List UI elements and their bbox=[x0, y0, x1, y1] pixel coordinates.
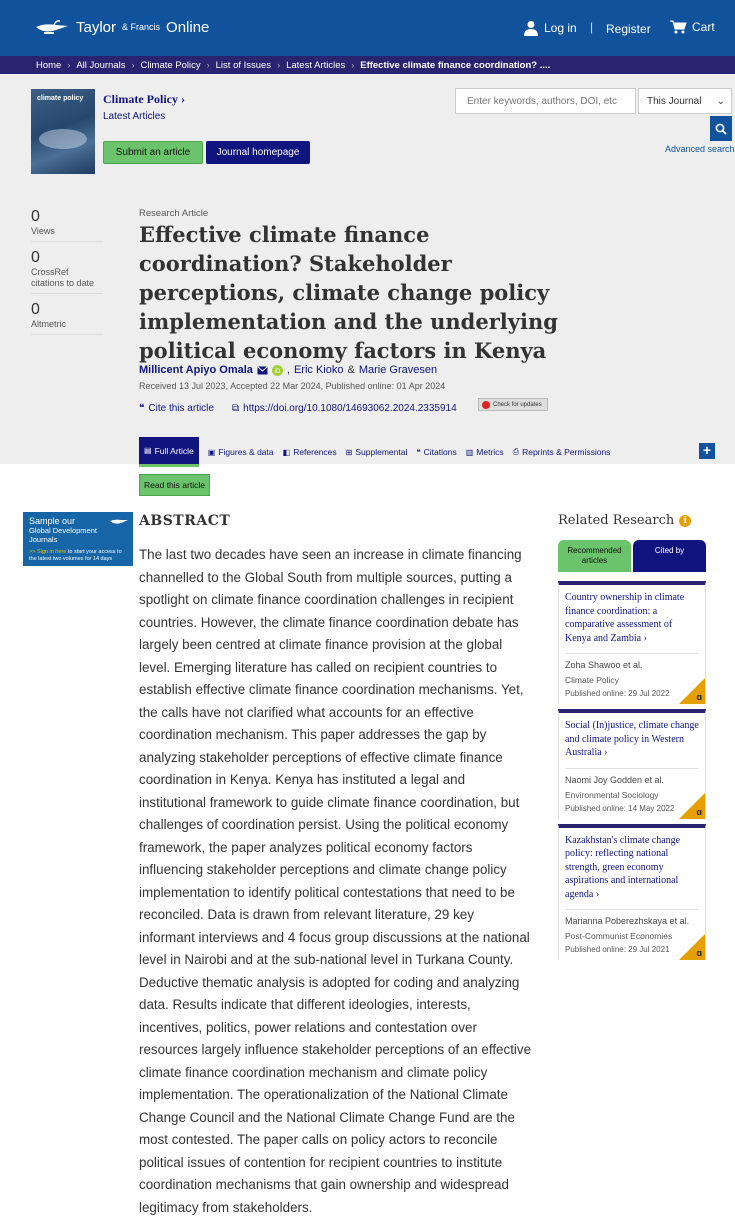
metric-crossref bbox=[31, 249, 103, 294]
related-heading-text: Related Research bbox=[558, 513, 675, 528]
user-icon bbox=[524, 20, 538, 36]
tab-label: Supplemental bbox=[355, 447, 408, 457]
tab-label: Reprints & Permissions bbox=[522, 447, 611, 457]
ad-line1: Sample our bbox=[29, 516, 76, 526]
chevron-right-icon: › bbox=[595, 888, 600, 900]
tab-label: Metrics bbox=[476, 447, 504, 457]
journal-title: Climate Policy bbox=[103, 92, 178, 106]
search-scope-select[interactable] bbox=[638, 88, 732, 114]
check-updates-label: Check for updates bbox=[493, 401, 542, 408]
bar-chart-icon: ▥ bbox=[465, 447, 474, 457]
book-icon: ◧ bbox=[282, 447, 291, 457]
tab-full-article[interactable] bbox=[139, 437, 199, 467]
cover-cloud-graphic bbox=[39, 129, 87, 149]
info-icon[interactable]: i bbox=[679, 515, 691, 527]
search-icon bbox=[715, 123, 727, 135]
breadcrumb-all-journals[interactable]: All Journals bbox=[76, 59, 126, 71]
journal-homepage-button[interactable]: Journal homepage bbox=[206, 141, 310, 164]
author-link[interactable]: Millicent Apiyo Omala bbox=[139, 364, 253, 376]
expand-tabs-button[interactable]: + bbox=[699, 443, 715, 459]
breadcrumb-current: Effective climate finance coordination? .... bbox=[360, 59, 551, 71]
related-article-journal: Post-Communist Economies bbox=[565, 931, 673, 941]
chevron-right-icon: › bbox=[277, 60, 281, 70]
metric-label: Altmetric bbox=[31, 319, 67, 329]
related-article-authors: Zoha Shawoo et al. bbox=[565, 660, 643, 670]
advanced-search-link[interactable]: Advanced search bbox=[665, 144, 735, 154]
ad-line3 bbox=[29, 549, 127, 563]
related-article-journal: Environmental Sociology bbox=[565, 789, 659, 800]
metric-value: 0 bbox=[31, 249, 40, 266]
chevron-right-icon: › bbox=[131, 60, 135, 70]
open-access-icon: ɑ bbox=[696, 948, 702, 958]
ad-rest: to start your access to the latest two volumes for 14 days bbox=[29, 549, 122, 562]
chevron-right-icon: › bbox=[643, 632, 647, 644]
search-button[interactable] bbox=[710, 116, 732, 141]
chevron-right-icon: › bbox=[206, 60, 210, 70]
related-article-card[interactable] bbox=[558, 581, 706, 704]
author-link[interactable]: Eric Kioko bbox=[293, 364, 344, 376]
chevron-right-icon: › bbox=[351, 60, 355, 70]
journal-cover-image[interactable] bbox=[31, 89, 95, 174]
logo-text-amp: & Francis bbox=[122, 22, 161, 32]
metric-altmetric[interactable] bbox=[31, 301, 103, 335]
tab-label: Figures & data bbox=[218, 447, 274, 457]
external-link-icon: ⧉ bbox=[232, 403, 240, 414]
read-article-button[interactable]: Read this article bbox=[139, 474, 210, 496]
author-link[interactable]: Marie Gravesen bbox=[358, 364, 438, 376]
related-article-date: Published online: 29 Jul 2022 bbox=[565, 689, 670, 698]
header-separator: | bbox=[590, 20, 594, 34]
chevron-right-icon: › bbox=[604, 747, 608, 758]
logo-text-main: Taylor bbox=[76, 18, 117, 36]
orcid-icon[interactable] bbox=[272, 365, 283, 376]
related-article-authors: Naomi Joy Godden et al. bbox=[565, 774, 665, 785]
cite-article-link[interactable] bbox=[139, 403, 214, 414]
tab-label: References bbox=[293, 447, 337, 457]
logo-text-online: Online bbox=[166, 18, 210, 36]
document-icon: ▤ bbox=[144, 446, 152, 455]
email-icon[interactable] bbox=[257, 366, 268, 375]
related-article-date: Published online: 29 Jul 2021 bbox=[565, 945, 670, 954]
related-title-text: Country ownership in climate finance coordination: a comparative assessment of Kenya and Zambia bbox=[565, 592, 685, 644]
image-icon: ▣ bbox=[207, 447, 216, 457]
ad-line2: Global Development Journals bbox=[29, 526, 97, 544]
open-access-icon: ɑ bbox=[696, 692, 702, 702]
cart-icon bbox=[670, 20, 686, 34]
breadcrumb-list-of-issues[interactable]: List of Issues bbox=[215, 59, 272, 71]
tab-cited-by[interactable]: Cited by bbox=[633, 540, 706, 572]
related-article-card[interactable] bbox=[558, 824, 706, 961]
abstract-body: The last two decades have seen an increase in climate financing channelled to the Global South from multiple sources, putting a spotlight on climate finance coordination challenges in recipient countries. However, the climate finance coordination debate has largely been centred at climate finance provision at the global level. Emerging literature has called on recipient countries to establish effective climate finance coordination mechanisms. Yet, the calls have not clarified what accounts for an effective coordination mechanism. This paper addresses the gap by analyzing stakeholder perceptions of effective climate finance coordination in Kenya. Kenya has instituted a legal and institutional framework to guide climate finance coordination, but challenges of coordination persist. Using the political economy framework, the paper analyzes political economy factors influencing stakeholder perceptions and climate change policy implementation to identify political contestations that need to be reconciled. Data is drawn from relevant literature, 29 key informant interviews and 4 focus group discussions at the national level in Nairobi and at the sub-national level in Turkana County. Deductive thematic analysis is adopted for coding and analyzing data. Results indicate that different ideologies, interests, incentives, politics, power relations and contestation over resources largely influence stakeholder perceptions of an effective climate finance coordination mechanism and climate policy implementation. The operationalization of the National Climate Change Council and the National Climate Change Fund are the most contested. The paper calls on policy actors to reconcile political issues of contention for recipient countries to institute coordination mechanisms that gain ownership and widespread legitimacy from stakeholders. bbox=[139, 547, 532, 1215]
plus-square-icon: ⊞ bbox=[345, 447, 353, 457]
metric-label: CrossRef citations to date bbox=[31, 267, 95, 288]
chevron-right-icon: › bbox=[67, 60, 71, 70]
submit-article-button[interactable]: Submit an article bbox=[103, 141, 203, 164]
related-title-text: Social (In)justice, climate change and climate policy in Western Australia bbox=[565, 720, 699, 758]
cover-title: climate policy bbox=[37, 95, 84, 102]
related-article-journal: Climate Policy bbox=[565, 675, 619, 685]
doi-label: https://doi.org/10.1080/14693062.2024.2335914 bbox=[243, 403, 457, 414]
chevron-down-icon: ⌄ bbox=[716, 95, 725, 107]
related-articles-list bbox=[558, 581, 706, 965]
chevron-right-icon: › bbox=[180, 92, 185, 106]
tab-citations[interactable] bbox=[416, 437, 456, 467]
tab-references[interactable] bbox=[283, 437, 337, 467]
author-list bbox=[139, 364, 437, 376]
related-title-text: Kazakhstan's climate change policy: reflecting national strength, green economy aspirations and international agenda bbox=[565, 834, 681, 900]
tab-metrics[interactable] bbox=[466, 437, 504, 467]
metric-value: 0 bbox=[31, 208, 40, 225]
cart-label: Cart bbox=[692, 20, 715, 34]
breadcrumb-home[interactable]: Home bbox=[36, 59, 62, 71]
author-separator: , bbox=[286, 364, 290, 376]
doi-link[interactable] bbox=[232, 403, 457, 414]
article-dates: Received 13 Jul 2023, Accepted 22 Mar 2024, Published online: 01 Apr 2024 bbox=[139, 381, 446, 391]
search-input[interactable] bbox=[455, 88, 636, 114]
related-article-title[interactable] bbox=[565, 719, 699, 769]
lamp-icon bbox=[34, 18, 70, 36]
metric-label: Views bbox=[31, 226, 55, 236]
article-metrics bbox=[31, 208, 103, 342]
latest-articles-link[interactable]: Latest Articles bbox=[103, 111, 166, 122]
related-article-card[interactable] bbox=[558, 709, 706, 819]
breadcrumb-climate-policy[interactable]: Climate Policy bbox=[140, 59, 201, 71]
article-type: Research Article bbox=[139, 208, 209, 219]
tab-label: Citations bbox=[423, 447, 457, 457]
lamp-icon bbox=[109, 516, 129, 526]
quote-icon: ❝ bbox=[139, 403, 145, 414]
sample-journals-ad[interactable] bbox=[23, 512, 133, 566]
related-article-title[interactable] bbox=[565, 591, 699, 654]
ad-signin-link[interactable]: >> Sign in here bbox=[29, 549, 67, 555]
related-research-heading bbox=[558, 513, 691, 528]
breadcrumb-latest-articles[interactable]: Latest Articles bbox=[286, 59, 346, 71]
tab-recommended-articles[interactable]: Recommended articles bbox=[558, 540, 631, 572]
cite-label: Cite this article bbox=[148, 403, 214, 414]
header-notch bbox=[145, 186, 175, 202]
metric-value: 0 bbox=[31, 301, 40, 318]
open-access-icon: ɑ bbox=[696, 806, 702, 817]
tandf-logo[interactable] bbox=[34, 18, 209, 36]
top-header bbox=[0, 0, 735, 56]
register-link[interactable]: Register bbox=[606, 22, 651, 36]
svg-text:iD: iD bbox=[274, 368, 281, 375]
tab-supplemental[interactable] bbox=[346, 437, 408, 467]
search-scope-value: This Journal bbox=[647, 95, 702, 107]
metric-views bbox=[31, 208, 103, 242]
crossmark-icon bbox=[482, 401, 490, 409]
check-updates-button[interactable] bbox=[478, 398, 548, 411]
related-article-date: Published online: 14 May 2022 bbox=[565, 803, 675, 813]
author-amp: & bbox=[347, 364, 355, 376]
tab-label: Full Article bbox=[154, 445, 194, 456]
breadcrumb bbox=[0, 56, 735, 74]
quote-icon: ❝ bbox=[416, 447, 421, 457]
login-link[interactable] bbox=[524, 20, 577, 36]
tab-reprints[interactable] bbox=[513, 437, 611, 467]
related-article-title[interactable] bbox=[565, 834, 699, 911]
journal-title-link[interactable] bbox=[103, 92, 185, 107]
tab-figures[interactable] bbox=[208, 437, 274, 467]
cart-link[interactable] bbox=[670, 20, 715, 34]
related-article-authors: Marianna Poberezhskaya et al. bbox=[565, 916, 690, 926]
article-tabs bbox=[139, 437, 619, 467]
print-icon: ⎙ bbox=[512, 447, 520, 456]
login-label: Log in bbox=[544, 21, 577, 35]
abstract-heading: ABSTRACT bbox=[139, 513, 231, 529]
article-title: Effective climate finance coordination? Stakeholder perceptions, climate change policy implementation and the underlying political economy factors in Kenya bbox=[139, 222, 558, 363]
